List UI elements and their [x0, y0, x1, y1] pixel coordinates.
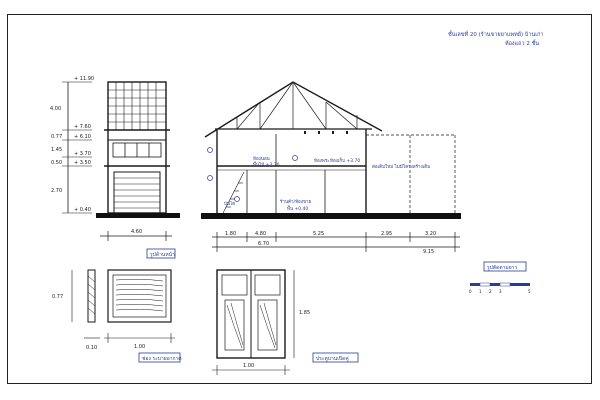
level-label: + 6.10 [74, 134, 91, 140]
room-lower-label: ร้านค้า/ห้องขาย [280, 200, 312, 205]
scale-tick: 2 [489, 289, 492, 294]
section-dim: 5.25 [313, 231, 325, 237]
level-label: + 11.90 [74, 76, 95, 82]
window-detail [72, 270, 175, 343]
height-dim: 0.50 [51, 160, 63, 166]
door-detail [212, 270, 294, 375]
door-detail-tag [313, 353, 358, 362]
window-detail-tag [139, 353, 182, 362]
window-detail-label: ช่อง ระบายอากาศ [142, 356, 182, 362]
title-block [448, 30, 544, 47]
room-mid-note: ห้องเก็บ +3.70 [330, 159, 361, 164]
section-dimensions [225, 231, 436, 255]
window-height-dim: 0.77 [52, 294, 64, 300]
section-total-b: 9.15 [423, 249, 435, 255]
scale-tick: 1 [479, 289, 482, 294]
section-dim: 2.95 [381, 231, 393, 237]
door-height-dim: 1.85 [299, 310, 311, 316]
section-total-a: 6.70 [258, 241, 270, 247]
width-dim: 4.60 [131, 229, 143, 235]
section-dim: 3.20 [425, 231, 437, 237]
window-width-dim: 1.00 [134, 344, 146, 350]
scale-bar [470, 283, 530, 286]
level-label: + 3.70 [74, 151, 91, 157]
scale-tick: 3 [499, 289, 502, 294]
door-detail-labels [243, 310, 310, 369]
level-label: + 3.50 [74, 160, 91, 166]
room-mid-label: ห้องพระ [314, 159, 330, 164]
section-dim: 1.80 [225, 231, 237, 237]
room-upper-label: ห้องนอน [253, 157, 270, 162]
front-elevation-label: รูปด้านหน้า [150, 252, 175, 258]
room-lower-note: พื้น +0.40 [287, 207, 309, 212]
height-dim: 1.45 [51, 147, 63, 153]
scale-tick: 0 [469, 289, 472, 294]
front-elevation-labels [50, 76, 142, 235]
height-dim: 2.70 [51, 188, 63, 194]
title-line-1: ชั้นเลขที่ 20 (ร้านขายยาแพทย์) บ้านเก่า [448, 32, 544, 38]
room-upper-note: พื้นไม้ +3.70 [253, 163, 280, 168]
title-line-2: ห้องแถว 2 ชั้น [505, 41, 540, 47]
extension-note: ต่อเติมใหม่ ไม่มีโครงสร้างเดิม [372, 165, 431, 170]
section-labels [224, 156, 430, 212]
height-dim: 4.00 [50, 106, 62, 112]
level-label: + 7.60 [74, 124, 91, 130]
front-elevation-tag [147, 249, 175, 258]
section-dim: 4.80 [255, 231, 267, 237]
legend-label: รูปตัดตามยาว [487, 265, 518, 271]
scale-tick: 5 [528, 289, 531, 294]
door-detail-label: ประตูบานเปิดคู่ [316, 356, 349, 362]
door-width-dim: 1.00 [243, 363, 255, 369]
window-side-dim: 0.10 [86, 345, 98, 351]
front-ground-line [96, 213, 180, 218]
section-ground-line [201, 213, 461, 219]
height-dim: 0.77 [51, 134, 63, 140]
section-circle-markers [208, 148, 298, 202]
level-label: + 0.40 [74, 207, 91, 213]
stair-note: บันได [224, 202, 236, 207]
scale-legend [469, 262, 531, 294]
